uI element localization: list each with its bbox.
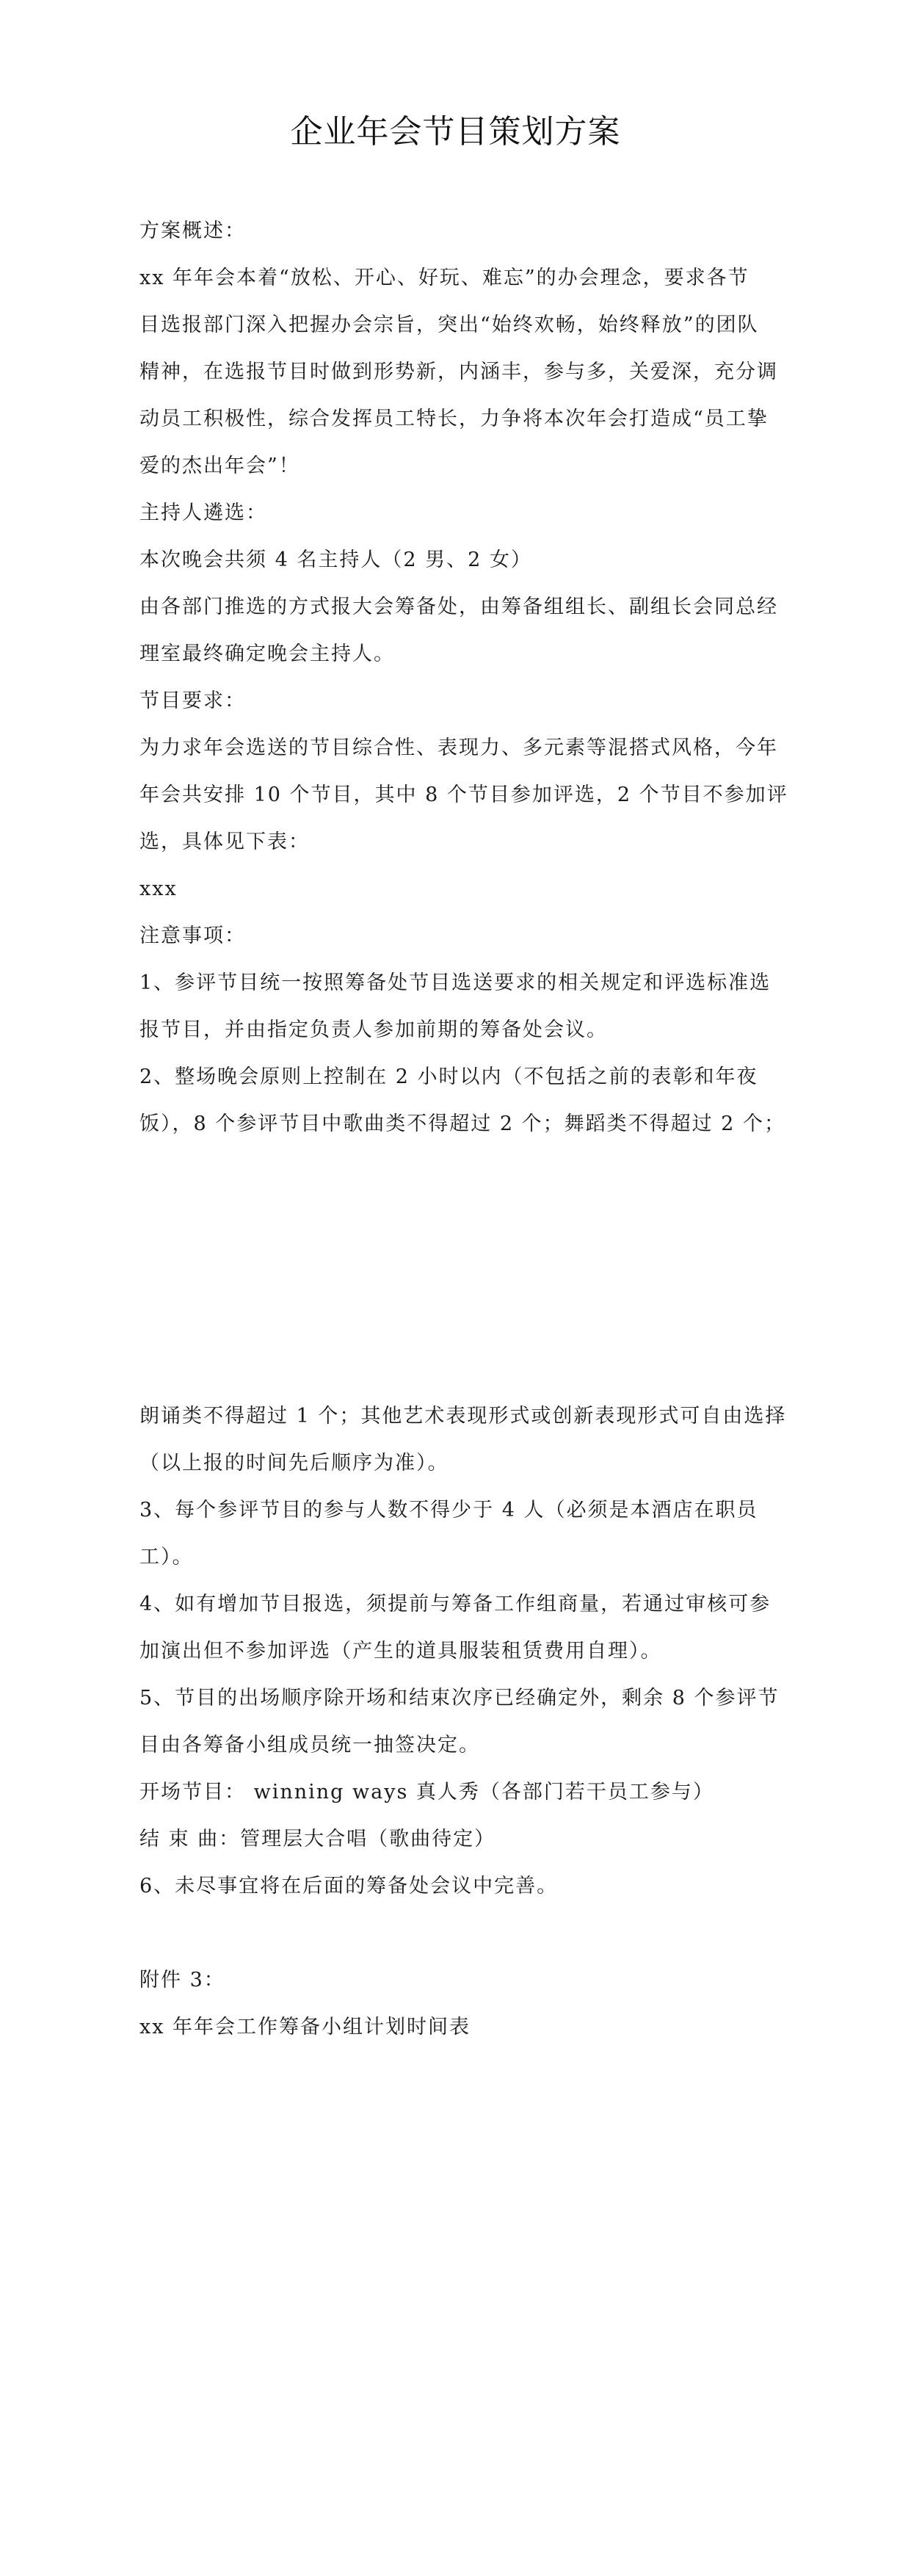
paragraph-line: 爱的杰出年会”！: [139, 455, 300, 477]
paragraph-line: 为力求年会选送的节目综合性、表现力、多元素等混搭式风格，今年: [139, 737, 778, 759]
paragraph-line: 由各部门推选的方式报大会筹备处，由筹备组组长、副组长会同总经: [139, 596, 778, 618]
closing-song-line: 结 束 曲：管理层大合唱（歌曲待定）: [139, 1828, 496, 1850]
list-item-line: （以上报的时间先后顺序为准）。: [139, 1452, 449, 1475]
attachment-title: xx 年年会工作筹备小组计划时间表: [139, 2016, 471, 2038]
list-item-line: 2、整场晚会原则上控制在 2 小时以内（不包括之前的表彰和年夜: [139, 1066, 758, 1088]
body-section-2: [139, 1393, 787, 2051]
heading-overview: 方案概述：: [139, 220, 246, 242]
list-item-line: 加演出但不参加评选（产生的道具服装租赁费用自理）。: [139, 1640, 662, 1663]
paragraph-line: 理室最终确定晚会主持人。: [139, 643, 395, 665]
heading-program-requirements: 节目要求：: [139, 690, 246, 712]
heading-notes: 注意事项：: [139, 925, 246, 947]
paragraph-line: xx 年年会本着“放松、开心、好玩、难忘”的办会理念，要求各节: [139, 267, 750, 289]
body-section-1: [139, 208, 788, 1148]
list-item-line: 工）。: [139, 1546, 194, 1569]
paragraph-line: 年会共安排 10 个节目，其中 8 个节目参加评选，2 个节目不参加评: [139, 784, 788, 806]
list-item-line: 4、如有增加节目报选，须提前与筹备工作组商量，若通过审核可参: [139, 1593, 772, 1616]
paragraph-line: 动员工积极性，综合发挥员工特长，力争将本次年会打造成“员工挚: [139, 408, 769, 430]
list-item-line: 1、参评节目统一按照筹备处节目选送要求的相关规定和评选标准选: [139, 972, 772, 994]
blank-line: [139, 1910, 771, 1957]
list-item-line: 朗诵类不得超过 1 个；其他艺术表现形式或创新表现形式可自由选择: [139, 1405, 787, 1428]
attachment-label: 附件 3：: [139, 1969, 225, 1991]
paragraph-line: 选，具体见下表：: [139, 831, 310, 853]
list-item-line: 目由各筹备小组成员统一抽签决定。: [139, 1734, 480, 1756]
list-item-line: 6、未尽事宜将在后面的筹备处会议中完善。: [139, 1875, 559, 1897]
heading-host-selection: 主持人遴选：: [139, 502, 267, 524]
paragraph-line: 精神，在选报节目时做到形势新，内涵丰，参与多，关爱深，充分调: [139, 361, 778, 383]
paragraph-line: 目选报部门深入把握办会宗旨，突出“始终欢畅，始终释放”的团队: [139, 314, 759, 336]
list-item-line: 饭），8 个参评节目中歌曲类不得超过 2 个；舞蹈类不得超过 2 个；: [139, 1112, 785, 1135]
list-item-line: 报节目，并由指定负责人参加前期的筹备处会议。: [139, 1019, 608, 1041]
list-item-line: 3、每个参评节目的参与人数不得少于 4 人（必须是本酒店在职员: [139, 1499, 758, 1522]
paragraph-line: 本次晚会共须 4 名主持人（2 男、2 女）: [139, 549, 532, 571]
placeholder-text: xxx: [139, 878, 178, 900]
document-title: 企业年会节目策划方案: [290, 113, 621, 151]
opening-program-line: 开场节目： winning ways 真人秀（各部门若干员工参与）: [139, 1781, 714, 1803]
list-item-line: 5、节目的出场顺序除开场和结束次序已经确定外，剩余 8 个参评节: [139, 1687, 780, 1710]
